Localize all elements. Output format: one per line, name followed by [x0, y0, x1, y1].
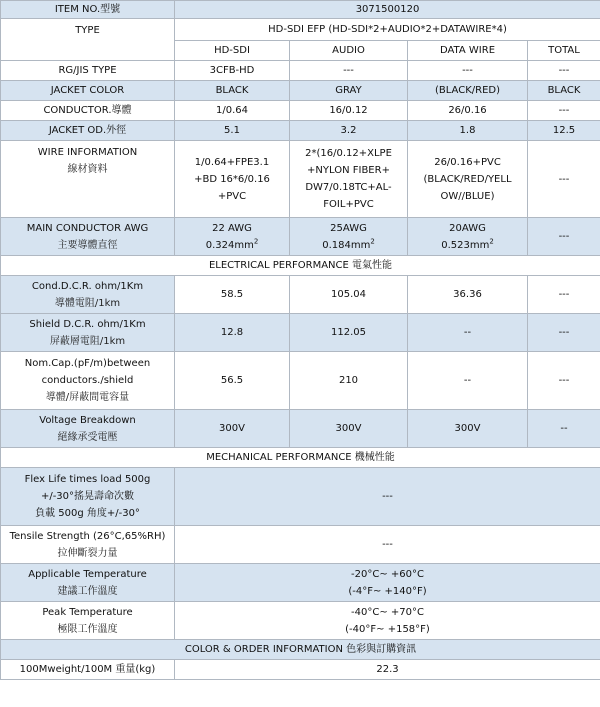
flex-life-label-line: +/-30°搖晃壽命次數: [40, 491, 135, 502]
jacket-od-audio: 3.2: [290, 121, 408, 141]
applicable-temp-label-en: Applicable Temperature: [28, 568, 147, 580]
electrical-header-row: [1, 256, 600, 276]
wire-info-hdsdi: [175, 141, 290, 218]
main-conductor-row: [1, 218, 600, 256]
tensile-label: [1, 526, 175, 564]
item-no-value: 3071500120: [175, 1, 600, 19]
squared-mark: 2: [489, 237, 494, 246]
nom-cap-label-line: conductors./shield: [41, 375, 134, 386]
tensile-label-zh: 拉伸斷裂力量: [57, 547, 118, 559]
jacket-od-total: 12.5: [528, 121, 600, 141]
voltage-hdsdi: 300V: [175, 410, 290, 448]
jacket-color-total: BLACK: [528, 81, 600, 101]
nom-cap-row: [1, 352, 600, 410]
cond-dcr-label: [1, 276, 175, 314]
applicable-temp-label-zh: 建議工作溫度: [57, 585, 118, 597]
hdsdi-mm: 0.324mm: [205, 239, 254, 251]
tensile-row: [1, 526, 600, 564]
wire-info-data-line: OW//BLUE): [440, 190, 495, 202]
peak-temp-celsius: -40°C~ +70°C: [351, 606, 424, 618]
nom-cap-total: ---: [528, 352, 600, 410]
tensile-value: ---: [175, 526, 600, 564]
wire-info-audio-line: +NYLON FIBER+: [307, 165, 390, 176]
tensile-label-en: Tensile Strength (26°C,65%RH): [9, 530, 166, 542]
shield-dcr-label-en: Shield D.C.R. ohm/1Km: [29, 318, 146, 330]
main-conductor-label-en: MAIN CONDUCTOR AWG: [26, 222, 149, 234]
cond-dcr-label-zh: 導體電阻/1km: [54, 297, 121, 309]
applicable-temp-value: [175, 564, 600, 602]
mechanical-header: MECHANICAL PERFORMANCE 機械性能: [1, 448, 600, 468]
mechanical-header-row: [1, 448, 600, 468]
main-conductor-label-zh: 主要導體直徑: [57, 239, 118, 251]
nom-cap-data: --: [408, 352, 528, 410]
type-label: TYPE: [1, 19, 175, 61]
voltage-label-en: Voltage Breakdown: [39, 414, 136, 426]
flex-life-row: [1, 468, 600, 526]
type-row: [1, 19, 600, 41]
applicable-temp-celsius: -20°C~ +60°C: [351, 568, 424, 580]
cond-dcr-total: ---: [528, 276, 600, 314]
shield-dcr-row: [1, 314, 600, 352]
cond-dcr-hdsdi: 58.5: [175, 276, 290, 314]
cond-dcr-label-en: Cond.D.C.R. ohm/1Km: [31, 280, 144, 292]
applicable-temp-row: [1, 564, 600, 602]
jacket-od-data: 1.8: [408, 121, 528, 141]
wire-info-data: [408, 141, 528, 218]
conductor-row: [1, 101, 600, 121]
peak-temp-row: [1, 602, 600, 640]
rg-jis-data: ---: [408, 61, 528, 81]
peak-temp-fahrenheit: (-40°F~ +158°F): [345, 623, 430, 635]
shield-dcr-label: [1, 314, 175, 352]
hdsdi-awg: 22 AWG: [212, 222, 252, 234]
wire-info-total: ---: [528, 141, 600, 218]
electrical-header: ELECTRICAL PERFORMANCE 電氣性能: [1, 256, 600, 276]
wire-info-hdsdi-line: 1/0.64+FPE3.1: [194, 156, 270, 168]
voltage-audio: 300V: [290, 410, 408, 448]
nom-cap-label-line: 導體/屏蔽間電容量: [45, 392, 130, 403]
conductor-hdsdi: 1/0.64: [175, 101, 290, 121]
main-conductor-hdsdi: [175, 218, 290, 256]
col-data-wire: DATA WIRE: [408, 41, 528, 61]
peak-temp-label-zh: 極限工作溫度: [57, 623, 118, 635]
conductor-data: 26/0.16: [408, 101, 528, 121]
peak-temp-label: [1, 602, 175, 640]
nom-cap-label: [1, 352, 175, 410]
weight-value: 22.3: [175, 660, 600, 680]
voltage-row: [1, 410, 600, 448]
type-value: HD-SDI EFP (HD-SDI*2+AUDIO*2+DATAWIRE*4): [175, 19, 600, 41]
shield-dcr-data: --: [408, 314, 528, 352]
rg-jis-label: RG/JIS TYPE: [1, 61, 175, 81]
rg-jis-total: ---: [528, 61, 600, 81]
conductor-label: CONDUCTOR.導體: [1, 101, 175, 121]
wire-info-label: [1, 141, 175, 218]
squared-mark: 2: [253, 237, 259, 246]
cond-dcr-row: [1, 276, 600, 314]
nom-cap-hdsdi: 56.5: [175, 352, 290, 410]
order-header: COLOR & ORDER INFORMATION 色彩與訂購資訊: [1, 640, 600, 660]
wire-info-label-en: WIRE INFORMATION: [37, 147, 138, 158]
main-conductor-data: [408, 218, 528, 256]
peak-temp-label-en: Peak Temperature: [42, 606, 133, 618]
audio-mm: 0.184mm: [322, 239, 371, 251]
data-awg: 20AWG: [449, 222, 486, 234]
conductor-audio: 16/0.12: [290, 101, 408, 121]
wire-info-data-line: (BLACK/RED/YELL: [423, 173, 512, 185]
shield-dcr-audio: 112.05: [290, 314, 408, 352]
main-conductor-total: ---: [528, 218, 600, 256]
jacket-color-hdsdi: BLACK: [175, 81, 290, 101]
applicable-temp-label: [1, 564, 175, 602]
col-audio: AUDIO: [290, 41, 408, 61]
wire-info-hdsdi-line: +PVC: [217, 190, 247, 202]
jacket-od-hdsdi: 5.1: [175, 121, 290, 141]
jacket-color-label: JACKET COLOR: [1, 81, 175, 101]
flex-life-label-line: Flex Life times load 500g: [24, 474, 151, 485]
col-total: TOTAL: [528, 41, 600, 61]
wire-info-audio: [290, 141, 408, 218]
item-no-row: [1, 1, 600, 19]
shield-dcr-total: ---: [528, 314, 600, 352]
weight-row: [1, 660, 600, 680]
voltage-label-zh: 絕緣承受電壓: [57, 431, 118, 443]
jacket-od-row: [1, 121, 600, 141]
jacket-od-label: JACKET OD.外徑: [1, 121, 175, 141]
shield-dcr-hdsdi: 12.8: [175, 314, 290, 352]
wire-info-audio-line: 2*(16/0.12+XLPE: [305, 148, 392, 159]
main-conductor-audio: [290, 218, 408, 256]
squared-mark: 2: [370, 237, 375, 246]
nom-cap-audio: 210: [290, 352, 408, 410]
conductor-total: ---: [528, 101, 600, 121]
flex-life-label: [1, 468, 175, 526]
jacket-color-audio: GRAY: [290, 81, 408, 101]
rg-jis-hdsdi: 3CFB-HD: [175, 61, 290, 81]
wire-info-hdsdi-line: +BD 16*6/0.16: [194, 173, 270, 185]
cond-dcr-data: 36.36: [408, 276, 528, 314]
wire-info-label-zh: 線材資料: [67, 164, 108, 175]
item-no-label: ITEM NO.型號: [1, 1, 175, 19]
voltage-total: --: [528, 410, 600, 448]
col-hdsdi: HD-SDI: [175, 41, 290, 61]
flex-life-label-line: 負載 500g 角度+/-30°: [35, 508, 140, 519]
nom-cap-label-line: Nom.Cap.(pF/m)between: [24, 358, 151, 369]
voltage-label: [1, 410, 175, 448]
flex-life-value: ---: [175, 468, 600, 526]
jacket-color-data: (BLACK/RED): [408, 81, 528, 101]
main-conductor-label: [1, 218, 175, 256]
wire-info-data-line: 26/0.16+PVC: [434, 156, 501, 168]
cond-dcr-audio: 105.04: [290, 276, 408, 314]
rg-jis-row: [1, 61, 600, 81]
rg-jis-audio: ---: [290, 61, 408, 81]
audio-awg: 25AWG: [330, 222, 367, 234]
wire-info-row: [1, 141, 600, 218]
jacket-color-row: [1, 81, 600, 101]
voltage-data: 300V: [408, 410, 528, 448]
wire-info-audio-line: DW7/0.18TC+AL-: [305, 182, 392, 193]
order-header-row: [1, 640, 600, 660]
applicable-temp-fahrenheit: (-4°F~ +140°F): [348, 585, 427, 597]
wire-info-audio-line: FOIL+PVC: [323, 199, 374, 210]
shield-dcr-label-zh: 屏蔽層電阻/1km: [49, 335, 126, 347]
weight-label: 100Mweight/100M 重量(kg): [1, 660, 175, 680]
peak-temp-value: [175, 602, 600, 640]
data-mm: 0.523mm: [441, 239, 490, 251]
